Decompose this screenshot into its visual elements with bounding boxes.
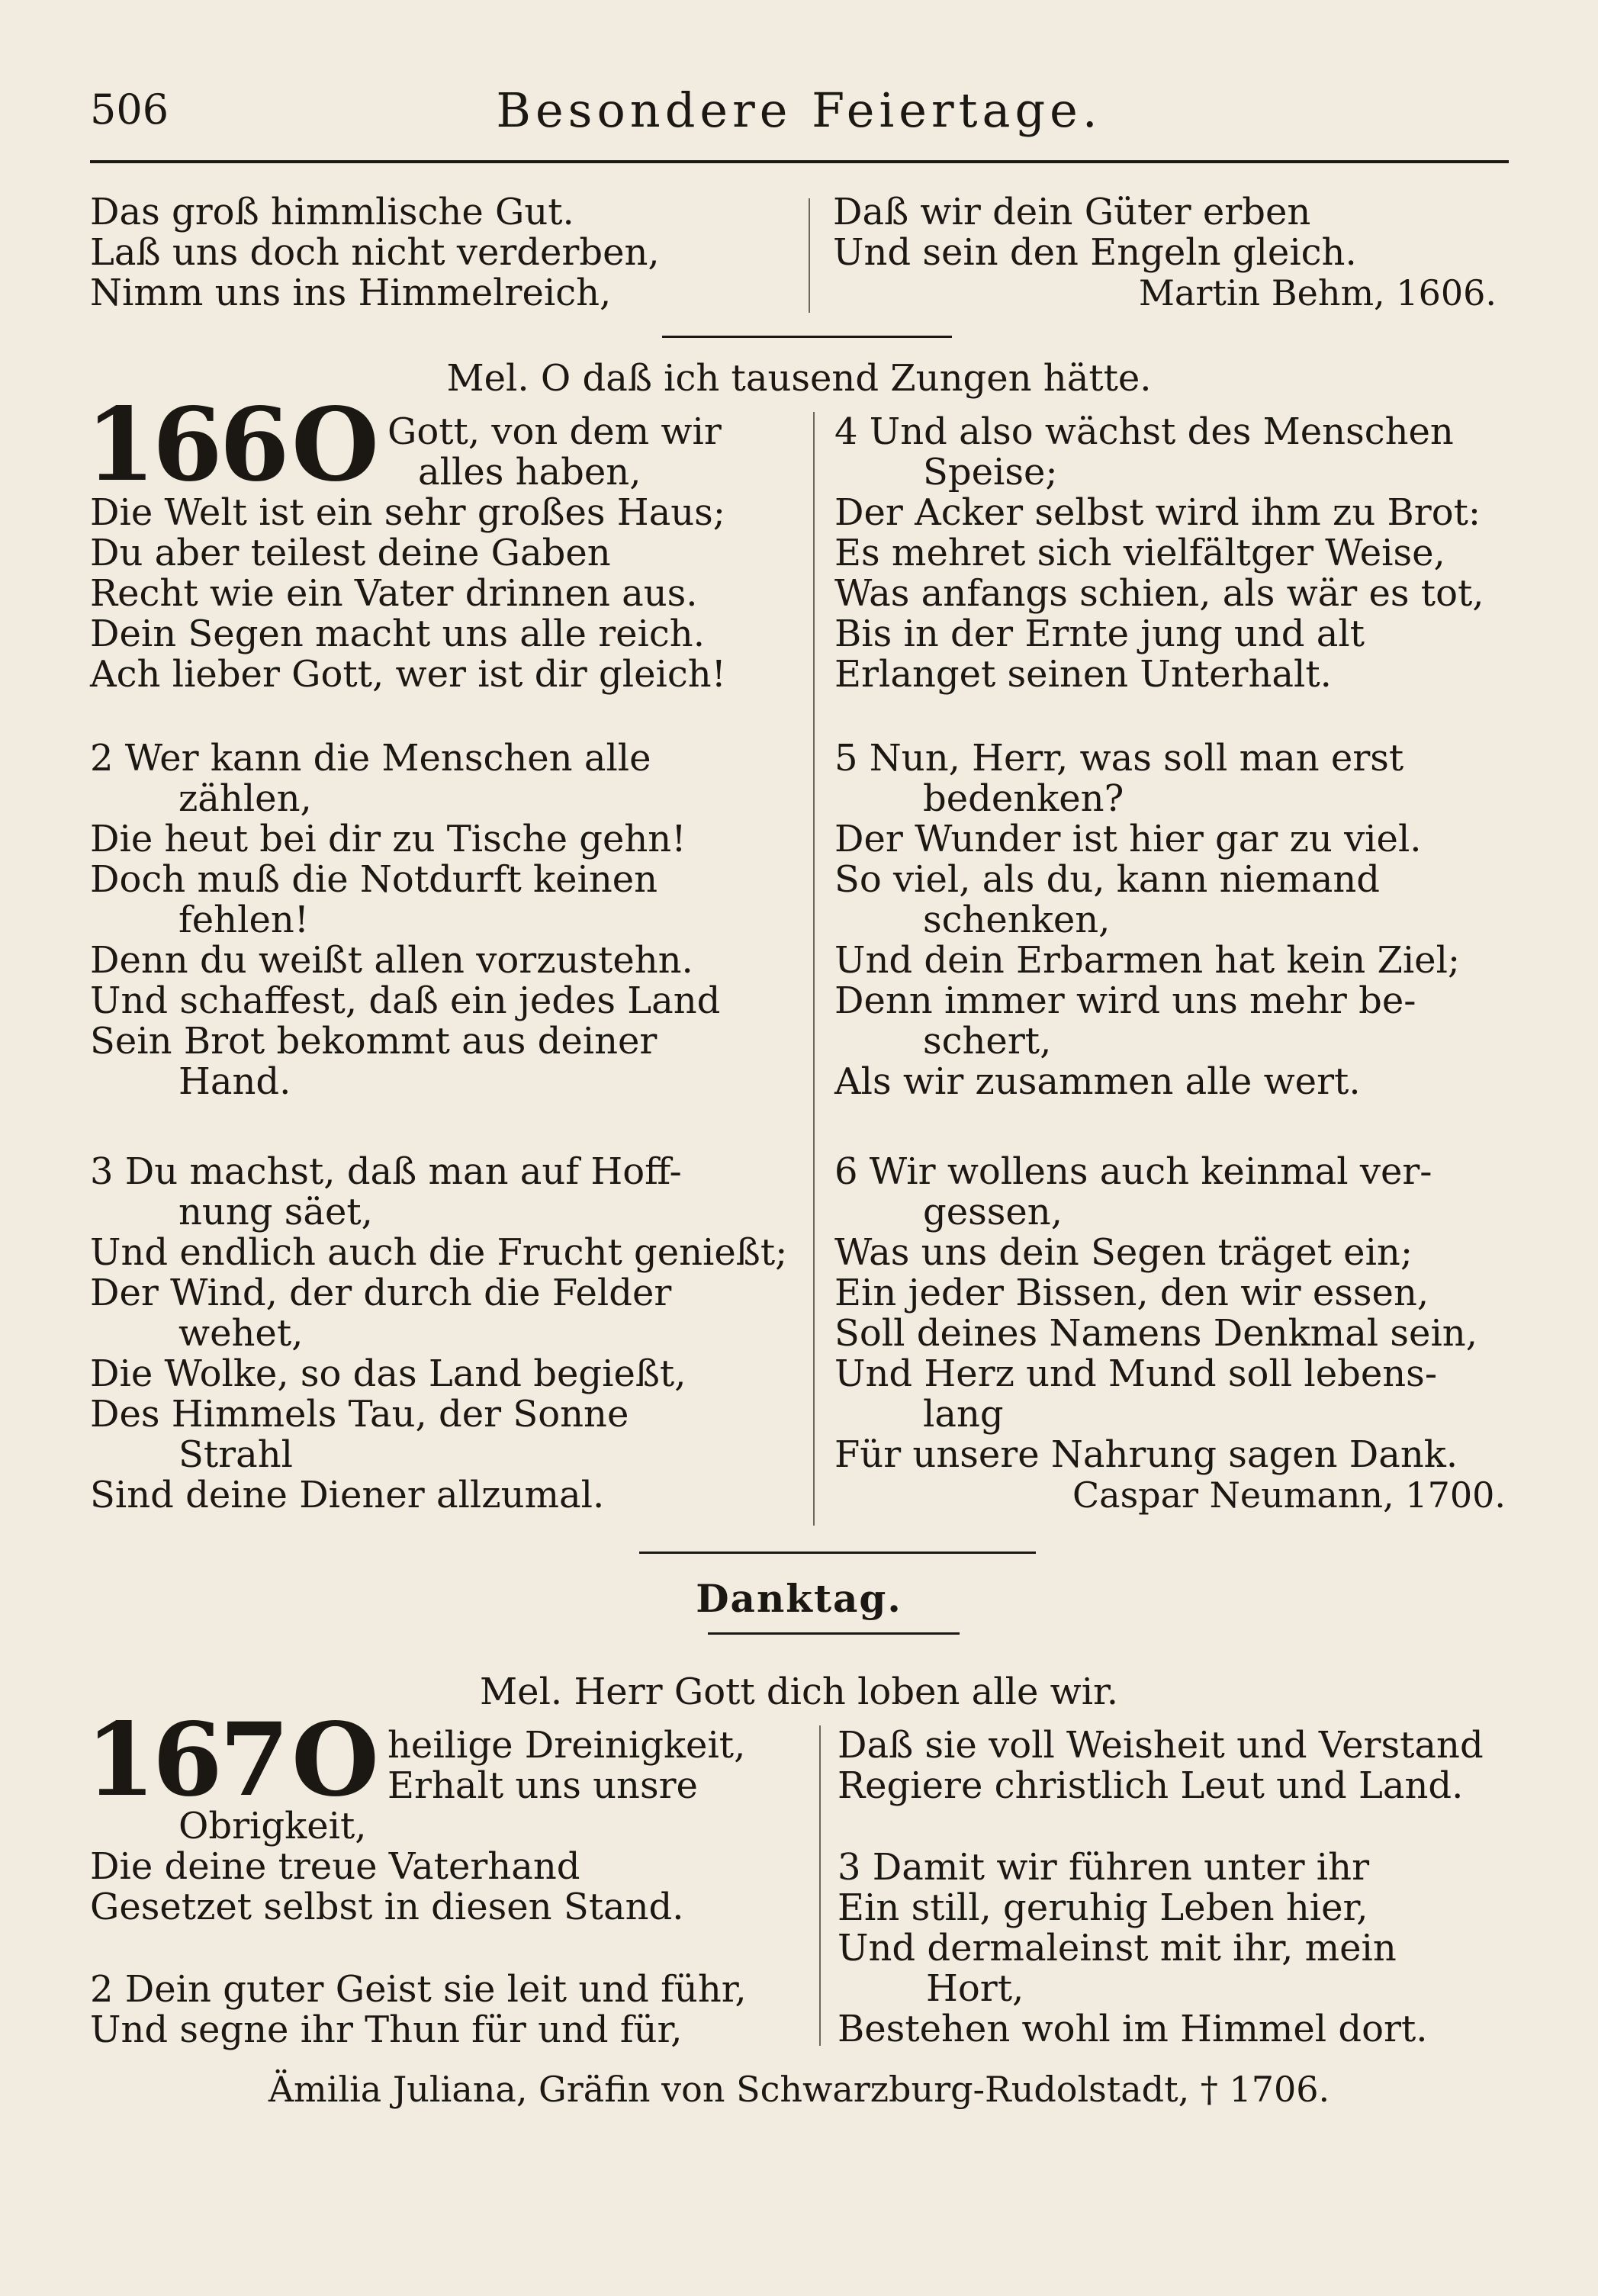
text-line: Sein Brot bekommt aus deiner	[90, 1020, 658, 1063]
top-right-column	[833, 192, 1519, 314]
text-line: Ein still, geruhig Leben hier,	[838, 1886, 1368, 1929]
text-line: bedenken?	[923, 777, 1124, 820]
separator-rule	[639, 1552, 1036, 1554]
text-line: Soll deines Namens Denkmal sein,	[834, 1312, 1477, 1355]
heading-underline	[708, 1632, 960, 1635]
text-line: zählen,	[178, 777, 312, 820]
text-line: Und schaffest, daß ein jedes Land	[90, 979, 721, 1022]
text-line: Daß wir dein Güter erben	[833, 191, 1311, 233]
text-line: 4 Und also wächst des Menschen	[834, 410, 1454, 453]
text-line: Und segne ihr Thun für und für,	[90, 2008, 683, 2051]
text-line: Und Herz und Mund soll lebens-	[834, 1352, 1438, 1395]
text-line: Obrigkeit,	[178, 1805, 367, 1847]
text-line: 3 Du machst, daß man auf Hoff-	[90, 1150, 682, 1193]
melody-line: Mel. O daß ich tausend Zungen hätte.	[446, 357, 1152, 400]
text-line: lang	[923, 1393, 1004, 1436]
drop-initial: O	[291, 386, 379, 504]
text-line: Die deine treue Vaterhand	[90, 1845, 580, 1888]
text-line: Denn immer wird uns mehr be-	[834, 979, 1416, 1022]
hymn-author: Martin Behm, 1606.	[1138, 272, 1497, 314]
drop-initial: O	[291, 1701, 379, 1819]
text-line: alles haben,	[418, 451, 641, 494]
text-line: Ein jeder Bissen, den wir essen,	[834, 1272, 1429, 1314]
verse-4	[834, 412, 1536, 695]
verse-2-continued	[838, 1725, 1539, 1806]
hymn-author: Ämilia Juliana, Gräfin von Schwarzburg-Rudolstadt, † 1706.	[268, 2069, 1330, 2110]
text-line: Sind deine Diener allzumal.	[90, 1474, 605, 1516]
verse-3	[90, 1152, 807, 1516]
text-line: Die Wolke, so das Land begießt,	[90, 1352, 686, 1395]
text-line: Doch muß die Notdurft keinen	[90, 858, 658, 901]
text-line: heilige Dreinigkeit,	[387, 1724, 746, 1767]
text-line: Strahl	[178, 1433, 293, 1476]
column-divider	[819, 1725, 821, 2046]
verse-2	[90, 1970, 807, 2050]
text-line: 5 Nun, Herr, was soll man erst	[834, 737, 1404, 780]
text-line: schert,	[923, 1020, 1052, 1063]
text-line: Und dein Erbarmen hat kein Ziel;	[834, 939, 1461, 982]
text-line: Für unsere Nahrung sagen Dank.	[834, 1433, 1458, 1476]
text-line: Laß uns doch nicht verderben,	[90, 231, 660, 274]
text-line: Erlanget seinen Unterhalt.	[834, 653, 1332, 696]
text-line: schenken,	[923, 899, 1111, 941]
text-line: Gesetzet selbst in diesen Stand.	[90, 1886, 684, 1928]
text-line: Du aber teilest deine Gaben	[90, 532, 611, 574]
text-line: Und sein den Engeln gleich.	[833, 231, 1357, 274]
text-line: 6 Wir wollens auch keinmal ver-	[834, 1150, 1432, 1193]
header-rule	[90, 160, 1509, 163]
text-line: Und dermaleinst mit ihr, mein	[838, 1927, 1397, 1970]
text-line: Erhalt uns unsre	[387, 1764, 698, 1807]
hymn-number: 166	[85, 386, 287, 504]
text-line: Regiere christlich Leut und Land.	[838, 1764, 1464, 1807]
text-line: Des Himmels Tau, der Sonne	[90, 1393, 629, 1436]
text-line: So viel, als du, kann niemand	[834, 858, 1381, 901]
first-line-block	[387, 1725, 799, 1806]
text-line: Dein Segen macht uns alle reich.	[90, 613, 705, 655]
text-line: 3 Damit wir führen unter ihr	[838, 1846, 1370, 1889]
hymn-author: Caspar Neumann, 1700.	[1072, 1474, 1506, 1516]
text-line: Speise;	[923, 451, 1058, 494]
text-line: 2 Wer kann die Menschen alle	[90, 737, 651, 780]
text-line: Was anfangs schien, als wär es tot,	[834, 572, 1484, 615]
verse-6	[834, 1152, 1536, 1516]
text-line: Denn du weißt allen vorzustehn.	[90, 939, 693, 982]
verse-1	[90, 1806, 807, 1928]
first-line-block	[387, 412, 799, 493]
page-number: 506	[90, 85, 169, 133]
text-line: 2 Dein guter Geist sie leit und führ,	[90, 1968, 747, 2011]
column-divider	[809, 198, 810, 313]
text-line: Die heut bei dir zu Tische gehn!	[90, 818, 686, 860]
text-line: Hort,	[926, 1967, 1024, 2010]
verse-3	[838, 1847, 1539, 2050]
text-line: Der Wunder ist hier gar zu viel.	[834, 818, 1422, 860]
text-line: fehlen!	[178, 899, 310, 941]
text-line: Ach lieber Gott, wer ist dir gleich!	[90, 653, 726, 696]
separator-rule	[662, 336, 952, 338]
page-title: Besondere Feiertage.	[496, 82, 1102, 138]
verse-5	[834, 738, 1536, 1102]
text-line: Als wir zusammen alle wert.	[834, 1060, 1361, 1103]
verse-1	[90, 493, 807, 695]
column-divider	[813, 412, 815, 1526]
text-line: Das groß himmlische Gut.	[90, 191, 574, 233]
section-heading: Danktag.	[696, 1576, 902, 1621]
text-line: Daß sie voll Weisheit und Verstand	[838, 1724, 1484, 1767]
text-line: Und endlich auch die Frucht genießt;	[90, 1231, 788, 1274]
text-line: Bestehen wohl im Himmel dort.	[838, 2008, 1428, 2050]
melody-line: Mel. Herr Gott dich loben alle wir.	[480, 1671, 1118, 1713]
text-line: nung säet,	[178, 1191, 373, 1233]
top-left-column	[90, 192, 807, 314]
text-line: Hand.	[178, 1060, 291, 1103]
text-line: gessen,	[923, 1191, 1063, 1233]
text-line: Recht wie ein Vater drinnen aus.	[90, 572, 698, 615]
text-line: Es mehret sich vielfältger Weise,	[834, 532, 1445, 574]
text-line: Was uns dein Segen träget ein;	[834, 1231, 1413, 1274]
text-line: wehet,	[178, 1312, 304, 1355]
text-line: Der Acker selbst wird ihm zu Brot:	[834, 491, 1481, 534]
text-line: Bis in der Ernte jung und alt	[834, 613, 1365, 655]
text-line: Gott, von dem wir	[387, 410, 722, 453]
hymn-number: 167	[85, 1701, 287, 1819]
text-line: Die Welt ist ein sehr großes Haus;	[90, 491, 725, 534]
text-line: Nimm uns ins Himmelreich,	[90, 272, 612, 314]
text-line: Der Wind, der durch die Felder	[90, 1272, 672, 1314]
verse-2	[90, 738, 807, 1102]
